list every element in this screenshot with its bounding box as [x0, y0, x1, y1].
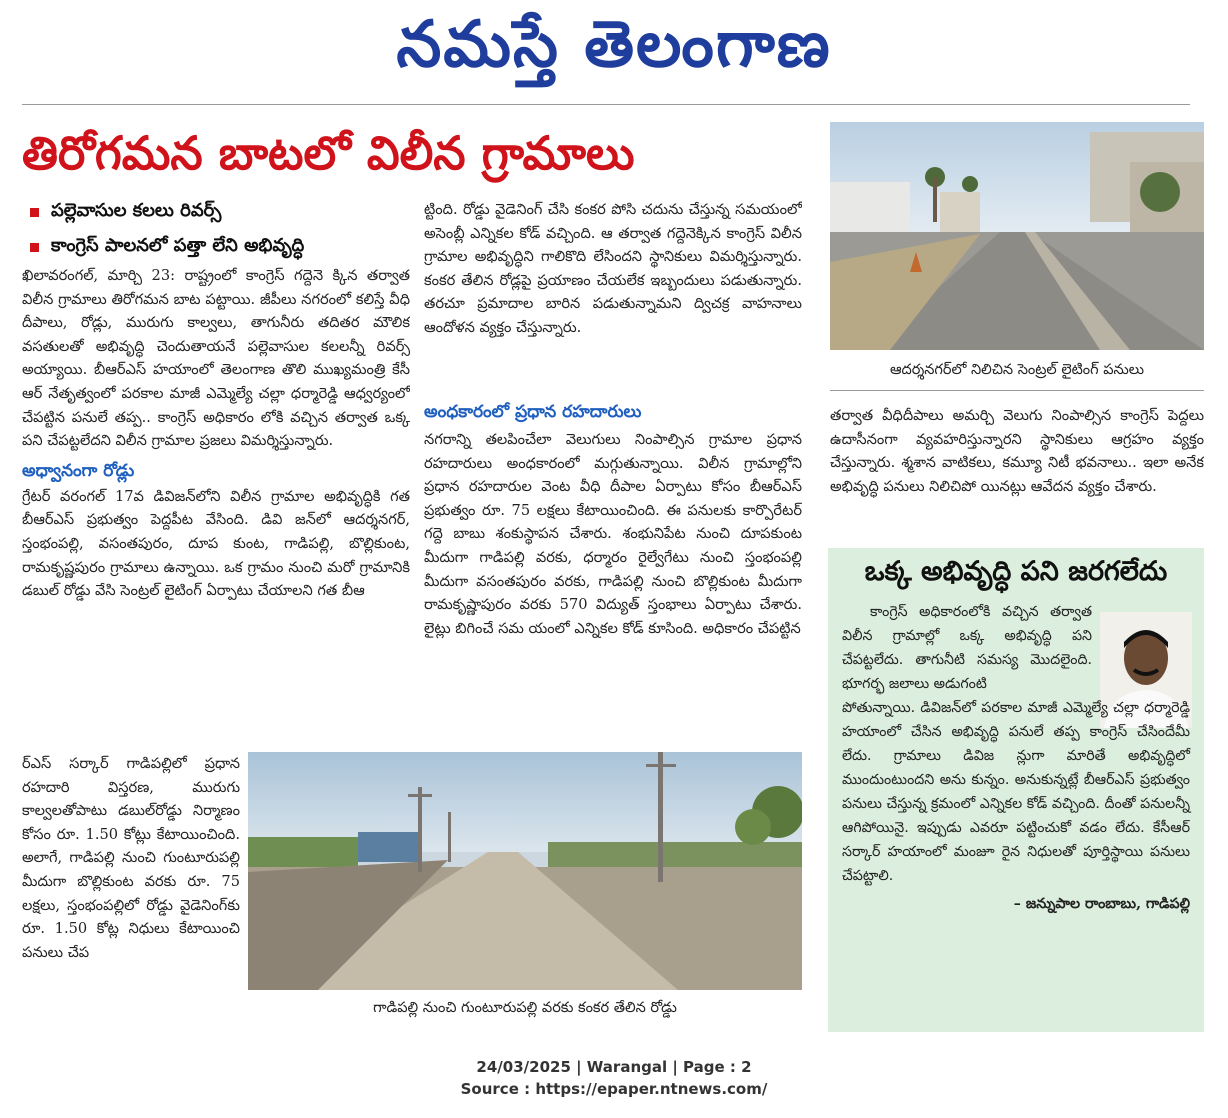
- masthead-divider: [22, 104, 1190, 105]
- footer-date-edition: 24/03/2025 | Warangal | Page : 2: [476, 1058, 752, 1076]
- article-body: ట్టింది. రోడ్డు వైడెనింగ్ చేసి కంకర పోసి చదును చేస్తున్న సమయంలో అసెంబ్లీ ఎన్నికల కోడ్ వచ్చింది. ఆ తర్వాత గద్దెనెక్కిన కాంగ్రెస్ విలీన గ్రామాల అభివృద్ధిని గాలికొది లేసిందని స్థానికులు విమర్శిస్తున్నారు. కంకర తేలిన రోడ్లపై ప్రయాణం చేయలేక ఇబ్బందులు పడుతున్నారు. తరచూ ప్రమాదాల బారిన పడుతున్నామని ద్విచక్ర వాహనాలు ఆందోళన వ్యక్తం చేస్తున్నారు.: [424, 201, 802, 336]
- masthead: [0, 0, 1228, 100]
- bullet-text: కాంగ్రెస్ పాలనలో పత్తా లేని అభివృద్ధి: [51, 235, 305, 256]
- footer-source: Source : https://epaper.ntnews.com/: [460, 1080, 768, 1098]
- sidebar-text: పోతున్నాయి. డివిజన్‌లో పరకాల మాజీ ఎమ్మెల్యే చల్లా ధర్మారెడ్డి హయాంలో చేసిన అభివృద్ధి పనులే తప్ప కాంగ్రెస్ చేసిందేమీ లేదు. గ్రామాలు డివిజ న్లుగా మారితే అభివృద్ధిలో ముందుంటుందని అను కున్నం. అనుకున్నట్లే బీఆర్ఎస్ ప్రభుత్వం పనులు చేస్తున్న క్రమంలో ఎన్నికల కోడ్ వచ్చింది. దీంతో పనులన్నీ ఆగిపోయినై. ఇప్పుడు ఎవరూ పట్టించుకో వడం లేదు. కేసీఆర్ సర్కార్ హయాంలో మంజూ రైన నిధులతో పూర్తిస్థాయి పనులు చేపట్టాలి.: [842, 700, 1190, 884]
- masthead-title: నమస్తే తెలంగాణ: [396, 7, 832, 82]
- article-body: గ్రేటర్ వరంగల్ 17వ డివిజన్‌లోని విలీన గ్రామాల అభివృద్ధికి గత బీఆర్ఎస్ ప్రభుత్వం పెద్దపీట వేసింది. డివి జన్‌లో ఆదర్శనగర్, స్తంభంపల్లి, వసంతపురం, దూప కుంట, గాడిపల్లి, బొల్లికుంట, రామకృష్ణపురం గ్రామాలు ఉన్నాయి. ఒక గ్రామం నుంచి మరో గ్రామానికి డబుల్ రోడ్డు వేసి సెంట్రల్ లైటింగ్ ఏర్పాటు చేయాలని గత బీఆ: [22, 487, 410, 600]
- bullet-square-icon: [30, 208, 39, 217]
- headline: తిరోగమన బాటలో విలీన గ్రామాలు: [22, 126, 635, 180]
- article-body: తర్వాత వీధిదీపాలు అమర్చి వెలుగు నింపాల్సిన కాంగ్రెస్ పెద్దలు ఉదాసీనంగా వ్యవహరిస్తున్నారని స్థానికులు ఆగ్రహం వ్యక్తం చేస్తున్నారు. శ్మశాన వాటికలు, కమ్యూ నిటీ భవనాలు.. ఇలా అనేక అభివృద్ధి పనులు నిలిచిపో యినట్లు ఆవేదన వ్యక్తం చేశారు.: [830, 407, 1204, 495]
- gravel-road-image: [248, 752, 802, 990]
- column-3: [830, 404, 1204, 534]
- photo-gadipalli-road: [248, 752, 802, 990]
- column-1-narrow: [22, 752, 240, 1032]
- bullet-text: పల్లెవాసుల కలలు రివర్స్: [51, 200, 222, 221]
- article-body-continued: ర్ఎస్ సర్కార్ గాడిపల్లిలో ప్రధాన రహదారి విస్తరణ, మురుగు కాల్వలతోపాటు డబుల్‌రోడ్డు నిర్మాణం కోసం రూ. 1.50 కోట్లు కేటాయించింది. అలాగే, గాడిపల్లి నుంచి గుంటూరుపల్లి మీదుగా బొల్లికుంట వరకు రూ. 75 లక్షలు, స్తంభంపల్లిలో రోడ్డు వైడెనింగ్‌కు రూ. 1.50 కోట్ల నిధులు కేటాయించి పనులు చేప: [22, 755, 240, 961]
- bullet-list: [30, 200, 410, 270]
- caption-adarshnagar: ఆదర్శనగర్‌లో నిలిచిన సెంట్రల్ లైటింగ్ పనులు: [889, 362, 1145, 378]
- bullet-item: [30, 235, 410, 260]
- column-2-lower: [424, 428, 802, 750]
- article-intro: ఖిలావరంగల్, మార్చి 23: రాష్ట్రంలో కాంగ్రెస్ గద్దెనె క్కిన తర్వాత విలీన గ్రామాలు తిరోగమన బాట పట్టాయి. జీపీలు నగరంలో కలిస్తే వీధి దీపాలు, రోడ్లు, మురుగు కాల్వలు, తాగునీరు తదితర మౌలిక వసతులతో అభివృద్ధి చెందుతాయనే పల్లెవాసుల కలలన్నీ రివర్స్ అయ్యాయి. బీఆర్ఎస్ హయాంలో తెలంగాణ తొలి ముఖ్యమంత్రి కేసీ ఆర్ నేతృత్వంలో పరకాల మాజీ ఎమ్మెల్యే చల్లా ధర్మారెడ్డి ఆధ్వర్యంలో చేపట్టిన పనులే తప్ప.. కాంగ్రెస్ అధికారం లోకి వచ్చిన తర్వాత ఒక్క పని చేపట్టలేదని విలీన గ్రామాల ప్రజలు విమర్శిస్తున్నారు.: [22, 267, 410, 450]
- road-photo-image: [830, 122, 1204, 350]
- caption-divider: [830, 390, 1204, 391]
- sidebar-box: [828, 548, 1204, 1032]
- sidebar-text-narrow: కాంగ్రెస్ అధికారంలోకి వచ్చిన తర్వాత విలీన గ్రామాల్లో ఒక్క అభివృద్ధి పని చేపట్టలేదు. తాగునీటి సమస్య మొదలైంది. భూగర్భ జలాలు అడుగంటి: [842, 604, 1092, 692]
- sidebar-body: [842, 600, 1190, 916]
- subhead-roads: అధ్వానంగా రోడ్లు: [22, 460, 135, 481]
- bullet-item: [30, 200, 410, 225]
- article-body: నగరాన్ని తలపించేలా వెలుగులు నింపాల్సిన గ్రామాల ప్రధాన రహదారులు అంధకారంలో మగ్గుతున్నాయి. విలీన గ్రామాల్లోని ప్రధాన రహదారుల వెంట వీధి దీపాల ఏర్పాటు కోసం బీఆర్ఎస్ ప్రభుత్వం రూ. 75 లక్షలు కేటాయించింది. ఈ పనులకు కార్పొరేటర్ గద్దె బాబు శంకుస్థాపన చేశారు. శంభునిపేట నుంచి దూపకుంట మీదుగా గాడిపల్లి వరకు, ధర్మారం రైల్వేగేటు నుంచి స్తంభంపల్లి మీదుగా వసంతపురం వరకు, గాడిపల్లి నుంచి బొల్లికుంట మీదుగా రామకృష్ణాపురం వరకు 570 విద్యుత్ స్తంభాలు ఏర్పాటు చేశారు. లైట్లు బిగించే సమ యంలో ఎన్నికల కోడ్ కూసింది. అధికారం చేపట్టిన: [424, 431, 802, 637]
- sidebar-title: ఒక్క అభివృద్ధి పని జరగలేదు: [864, 556, 1168, 587]
- bullet-square-icon: [30, 243, 39, 252]
- sidebar-byline: – జన్నుపాల రాంబాబు, గాడిపల్లి: [1013, 896, 1190, 912]
- column-2: [424, 198, 802, 394]
- column-1: [22, 264, 410, 744]
- caption-gadipalli-road: గాడిపల్లి నుంచి గుంటూరుపల్లి వరకు కంకర తేలిన రోడ్డు: [373, 1000, 677, 1016]
- page-footer: [0, 1056, 1228, 1100]
- photo-adarshnagar: [830, 122, 1204, 350]
- subhead-darkness: అంధకారంలో ప్రధాన రహదారులు: [424, 402, 642, 422]
